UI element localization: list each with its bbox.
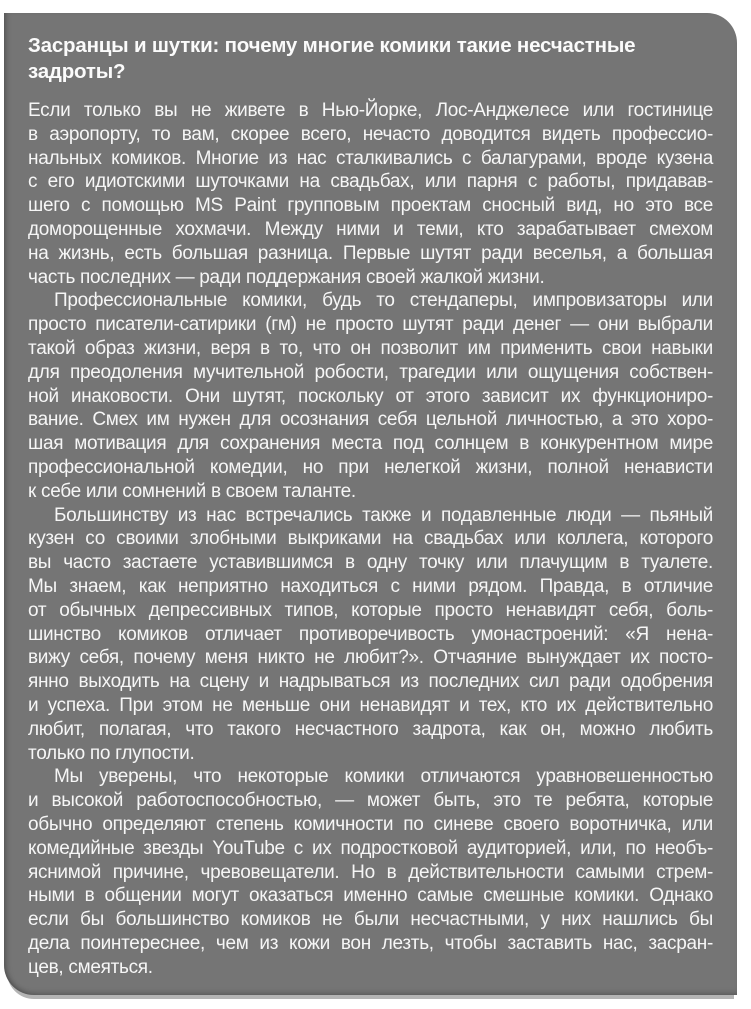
text-line: и высокой работоспособностью, — может быть, это те ребята, которые	[28, 790, 713, 812]
article-title	[28, 33, 713, 85]
text-line: шинство комиков отличает противоречивость умонастроений: «Я нена-	[28, 623, 713, 645]
text-line: профессиональной комедии, но при нелегкой жизни, полной ненависти	[28, 456, 713, 478]
text-line: кузен со своими злобными выкриками на свадьбах или коллега, которого	[28, 528, 713, 550]
text-line: шая мотивация для сохранения места под солнцем в конкурентном мире	[28, 433, 713, 455]
text-line: янно выходить на сцену и надрываться из последних сил ради одобрения	[28, 671, 713, 693]
text-line: только по глупости.	[28, 742, 195, 764]
text-line: для преодоления мучительной робости, трагедии или ощущения собствен-	[28, 361, 713, 383]
text-line: шего с помощью MS Paint групповым проектам сносный вид, но это все	[28, 195, 713, 217]
text-line: дела поинтереснее, чем из кожи вон лезть, чтобы заставить нас, засран-	[28, 932, 713, 954]
title-line: задроты?	[28, 60, 126, 83]
text-line: любит, полагая, что такого несчастного задрота, как он, можно любить	[28, 718, 713, 740]
text-line: и успеха. При этом не меньше они ненавидят и тех, кто их действительно	[28, 694, 713, 716]
text-line: нальных комиков. Многие из нас сталкивались с балагурами, вроде кузена	[28, 147, 713, 169]
text-line: Если только вы не живете в Нью-Йорке, Лос-Анджелесе или гостинице	[28, 100, 713, 121]
text-line: просто писатели-сатирики (гм) не просто шутят ради денег — они выбрали	[28, 314, 713, 336]
text-line: вание. Смех им нужен для осознания себя цельной личностью, а это хоро-	[28, 409, 713, 431]
text-line: ными в общении могут оказаться именно самые смешные комики. Однако	[28, 885, 713, 907]
article-body	[28, 99, 713, 979]
article-card	[4, 13, 737, 995]
text-line: если бы большинство комиков не были несчастными, у них нашлись бы	[28, 909, 713, 931]
text-line: комедийные звезды YouTube с их подростковой аудиторией, или, по необъ-	[28, 837, 713, 859]
text-line: Мы уверены, что некоторые комики отличаются уравновешенностью	[54, 766, 713, 788]
text-line: с его идиотскими шуточками на свадьбах, или парня с работы, придавав-	[28, 171, 713, 193]
paragraph	[28, 99, 713, 289]
text-line: вижу себя, почему меня никто не любит?». Отчаяние вынуждает их посто-	[28, 647, 713, 669]
text-line: яснимой причине, чревовещатели. Но в действительности самыми стрем-	[28, 861, 713, 883]
text-line: Профессиональные комики, будь то стендаперы, импровизаторы или	[54, 290, 713, 312]
paragraph	[28, 765, 713, 979]
title-line: Засранцы и шутки: почему многие комики такие несчастные	[28, 34, 636, 57]
text-line: ной инаковости. Они шутят, поскольку от этого зависит их функциониро-	[28, 385, 713, 407]
text-line: такой образ жизни, веря в то, что он позволит им применить свои навыки	[28, 337, 713, 359]
text-line: к себе или сомнений в своем таланте.	[28, 480, 356, 502]
text-line: вы часто застаете уставившимся в одну точку или плачущим в туалете.	[28, 552, 713, 574]
paragraph	[28, 504, 713, 766]
text-line: доморощенные хохмачи. Между ними и теми, кто зарабатывает смехом	[28, 218, 713, 240]
text-line: на жизнь, есть большая разница. Первые шутят ради веселья, а большая	[28, 242, 713, 264]
paragraph	[28, 289, 713, 503]
text-line: обычно определяют степень комичности по синеве своего воротничка, или	[28, 813, 713, 835]
text-line: от обычных депрессивных типов, которые просто ненавидят себя, боль-	[28, 599, 713, 621]
text-line: Большинству из нас встречались также и подавленные люди — пьяный	[54, 504, 713, 526]
text-line: в аэропорту, то вам, скорее всего, нечасто доводится видеть профессио-	[28, 123, 713, 145]
text-line: цев, смеяться.	[28, 956, 153, 978]
text-line: Мы знаем, как неприятно находиться с ними рядом. Правда, в отличие	[28, 575, 713, 597]
text-line: часть последних — ради поддержания своей жалкой жизни.	[28, 266, 545, 288]
